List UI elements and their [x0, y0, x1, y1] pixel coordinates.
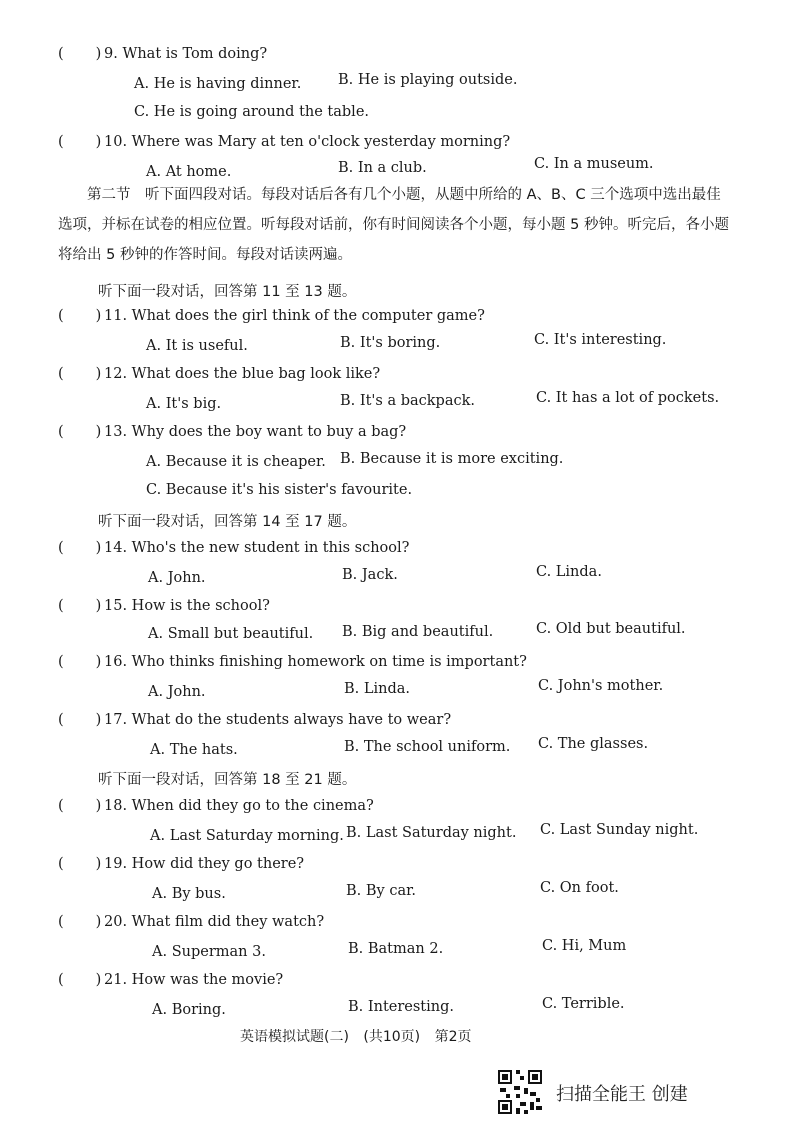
option-c: C. Last Sunday night.	[540, 822, 699, 838]
question-21	[58, 972, 283, 988]
question-16	[58, 654, 527, 670]
answer-blank[interactable]: ( )	[58, 654, 102, 670]
question-text: 13. Why does the boy want to buy a bag?	[104, 424, 407, 440]
question-text: 10. Where was Mary at ten o'clock yesterday morning?	[104, 134, 511, 150]
question-11	[58, 308, 485, 324]
question-text: 17. What do the students always have to wear?	[104, 712, 452, 728]
answer-blank[interactable]: ( )	[58, 540, 102, 556]
question-text: 21. How was the movie?	[104, 972, 284, 988]
option-c: C. Because it's his sister's favourite.	[146, 482, 413, 498]
dialogue-intro: 听下面一段对话，回答第 18 至 21 题。	[98, 772, 357, 788]
qr-code-icon	[496, 1068, 544, 1116]
question-text: 11. What does the girl think of the computer game?	[104, 308, 485, 324]
option-c: C. In a museum.	[534, 156, 654, 172]
option-a: A. By bus.	[152, 886, 226, 902]
option-b: B. It's a backpack.	[340, 393, 475, 409]
option-b: B. Last Saturday night.	[346, 825, 517, 841]
question-text: 12. What does the blue bag look like?	[104, 366, 381, 382]
option-c: C. John's mother.	[538, 678, 664, 694]
option-c: C. Hi, Mum	[542, 938, 627, 954]
question-text: 20. What film did they watch?	[104, 914, 325, 930]
total-pages: (共10页)	[363, 1029, 421, 1045]
option-c: C. Linda.	[536, 564, 602, 580]
option-b: B. It's boring.	[340, 335, 441, 351]
option-a: A. It is useful.	[146, 338, 248, 354]
answer-blank[interactable]: ( )	[58, 46, 102, 62]
question-text: 9. What is Tom doing?	[104, 46, 268, 62]
option-c: C. Terrible.	[542, 996, 625, 1012]
option-b: B. Interesting.	[348, 999, 454, 1015]
answer-blank[interactable]: ( )	[58, 914, 102, 930]
option-a: A. Because it is cheaper.	[146, 454, 326, 470]
option-b: B. Because it is more exciting.	[340, 451, 564, 467]
question-12	[58, 366, 380, 382]
exam-title: 英语模拟试题(二)	[240, 1029, 349, 1045]
question-10	[58, 134, 510, 150]
option-c: C. It has a lot of pockets.	[536, 390, 720, 406]
option-a: A. John.	[148, 570, 206, 586]
option-b: B. The school uniform.	[344, 739, 511, 755]
option-b: B. He is playing outside.	[338, 72, 518, 88]
dialogue-intro: 听下面一段对话，回答第 14 至 17 题。	[98, 514, 357, 530]
option-c: C. It's interesting.	[534, 332, 667, 348]
answer-blank[interactable]: ( )	[58, 798, 102, 814]
answer-blank[interactable]: ( )	[58, 308, 102, 324]
question-15	[58, 598, 270, 614]
question-9	[58, 46, 267, 62]
answer-blank[interactable]: ( )	[58, 366, 102, 382]
answer-blank[interactable]: ( )	[58, 134, 102, 150]
option-a: A. Small but beautiful.	[148, 626, 314, 642]
option-a: A. John.	[148, 684, 206, 700]
question-17	[58, 712, 451, 728]
option-a: A. Boring.	[152, 1002, 226, 1018]
question-18	[58, 798, 374, 814]
question-13	[58, 424, 406, 440]
option-b: B. Linda.	[344, 681, 411, 697]
page-footer	[240, 1026, 482, 1046]
option-b: B. By car.	[346, 883, 417, 899]
option-a: A. At home.	[146, 164, 232, 180]
answer-blank[interactable]: ( )	[58, 972, 102, 988]
option-c: C. He is going around the table.	[134, 104, 370, 120]
scanner-brand-watermark: 扫描全能王 创建	[556, 1084, 688, 1105]
question-text: 14. Who's the new student in this school?	[104, 540, 410, 556]
option-b: B. Batman 2.	[348, 941, 444, 957]
question-20	[58, 914, 324, 930]
option-c: C. On foot.	[540, 880, 619, 896]
question-text: 19. How did they go there?	[104, 856, 305, 872]
page-number: 第2页	[434, 1029, 472, 1045]
question-14	[58, 540, 409, 556]
option-b: B. In a club.	[338, 160, 427, 176]
answer-blank[interactable]: ( )	[58, 598, 102, 614]
dialogue-intro: 听下面一段对话，回答第 11 至 13 题。	[98, 284, 357, 300]
option-c: C. Old but beautiful.	[536, 621, 686, 637]
option-c: C. The glasses.	[538, 736, 649, 752]
answer-blank[interactable]: ( )	[58, 856, 102, 872]
option-a: A. It's big.	[146, 396, 222, 412]
option-b: B. Big and beautiful.	[342, 624, 494, 640]
question-text: 18. When did they go to the cinema?	[104, 798, 374, 814]
option-a: A. The hats.	[150, 742, 238, 758]
question-19	[58, 856, 304, 872]
option-a: A. Superman 3.	[152, 944, 266, 960]
question-text: 15. How is the school?	[104, 598, 270, 614]
option-a: A. He is having dinner.	[134, 76, 302, 92]
answer-blank[interactable]: ( )	[58, 712, 102, 728]
question-text: 16. Who thinks finishing homework on time is important?	[104, 654, 527, 670]
answer-blank[interactable]: ( )	[58, 424, 102, 440]
option-a: A. Last Saturday morning.	[150, 828, 344, 844]
section-instructions: 第二节 听下面四段对话。每段对话后各有几个小题，从题中所给的 A、B、C 三个选项中选出最佳选项，并标在试卷的相应位置。听每段对话前，你有时间阅读各个小题，每小题 5 秒钟。听完后，各小题将给出 5 秒钟的作答时间。每段对话读两遍。	[58, 187, 729, 263]
option-b: B. Jack.	[342, 567, 398, 583]
